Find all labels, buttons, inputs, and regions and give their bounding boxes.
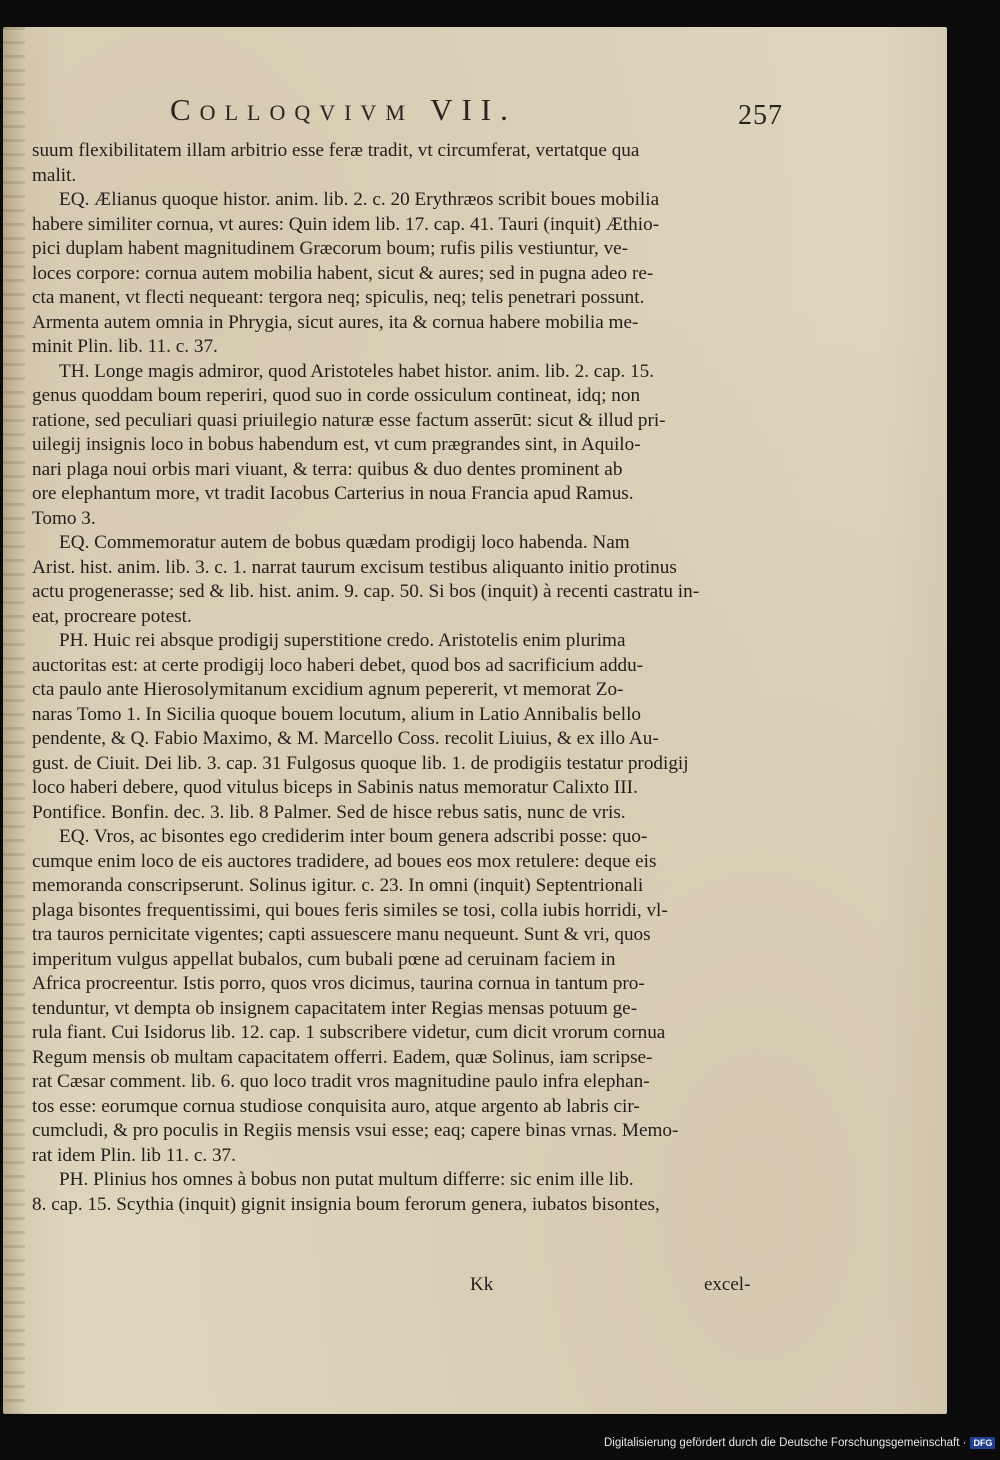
footer-text: Digitalisierung gefördert durch die Deutsche Forschungsgemeinschaft ·	[604, 1437, 967, 1449]
signature-mark: Kk	[470, 1274, 494, 1295]
text-line: Arist. hist. anim. lib. 3. c. 1. narrat taurum excisum testibus aliquanto initio protinus	[32, 556, 677, 578]
text-line: cumcludi, & pro poculis in Regiis mensis vsui esse; eaq; capere binas vrnas. Memo-	[32, 1120, 679, 1141]
text-line: pici duplam habent magnitudinem Græcorum boum; rufis pilis vestiuntur, ve-	[32, 238, 629, 259]
text-line: malit.	[32, 164, 77, 186]
text-line: cta manent, vt flecti nequeant: tergora neq; spiculis, neq; telis penetrari possunt.	[32, 287, 645, 308]
text-line: habere similiter cornua, vt aures: Quin idem lib. 17. cap. 41. Tauri (inquit) Æthio-	[32, 213, 660, 235]
page-gutter	[3, 27, 25, 1414]
text-line: 8. cap. 15. Scythia (inquit) gignit insignia boum ferorum genera, iubatos bisontes,	[32, 1193, 660, 1215]
text-line: Tomo 3.	[32, 507, 96, 529]
text-line: loco haberi debere, quod vitulus biceps in Sabinis natus memoratur Calixto III.	[32, 777, 638, 798]
text-line: TH. Longe magis admiror, quod Aristoteles habet histor. anim. lib. 2. cap. 15.	[59, 360, 655, 382]
text-line: ratione, sed peculiari quasi priuilegio naturæ esse factum asserūt: sicut & illud pri-	[32, 409, 666, 431]
text-line: suum flexibilitatem illam arbitrio esse feræ tradit, vt circumferat, vertatque qua	[32, 140, 640, 161]
text-line: eat, procreare potest.	[32, 605, 192, 627]
text-line: naras Tomo 1. In Sicilia quoque bouem locutum, alium in Latio Annibalis bello	[32, 703, 642, 725]
text-line: rat idem Plin. lib 11. c. 37.	[32, 1144, 236, 1166]
text-line: loces corpore: cornua autem mobilia habent, sicut & aures; sed in pugna adeo re-	[32, 262, 654, 284]
catchword: excel-	[704, 1274, 751, 1295]
text-line: PH. Plinius hos omnes à bobus non putat multum differre: sic enim ille lib.	[59, 1169, 634, 1190]
text-line: actu progenerasse; sed & lib. hist. anim. 9. cap. 50. Si bos (inquit) à recenti castratu in-	[32, 581, 700, 602]
text-line: plaga bisontes frequentissimi, qui boues feris similes se tosi, colla iubis horridi, vl-	[32, 899, 668, 921]
text-line: cta paulo ante Hierosolymitanum excidium agnum pepererit, vt memorat Zo-	[32, 679, 624, 700]
text-line: Regum mensis ob multam capacitatem offerri. Eadem, quæ Solinus, iam scripse-	[32, 1046, 653, 1068]
text-line: rula fiant. Cui Isidorus lib. 12. cap. 1 subscribere videtur, cum dicit vrorum cornua	[32, 1022, 666, 1043]
text-line: EQ. Commemoratur autem de bobus quædam prodigij loco habenda. Nam	[59, 532, 630, 553]
text-line: ore elephantum more, vt tradit Iacobus Carterius in noua Francia apud Ramus.	[32, 483, 634, 504]
text-line: Armenta autem omnia in Phrygia, sicut aures, ita & cornua habere mobilia me-	[32, 311, 639, 333]
text-line: genus quoddam boum reperiri, quod suo in corde ossiculum contineat, idq; non	[32, 385, 641, 406]
text-line: nari plaga noui orbis mari viuant, & terra: quibus & duo dentes prominent ab	[32, 458, 623, 480]
digitization-footer	[604, 1437, 995, 1449]
text-line: imperitum vulgus appellat bubalos, cum bubali pœne ad ceruinam faciem in	[32, 948, 616, 970]
text-line: minit Plin. lib. 11. c. 37.	[32, 336, 218, 357]
text-line: PH. Huic rei absque prodigij superstitione credo. Aristotelis enim plurima	[59, 630, 626, 651]
text-line: pendente, & Q. Fabio Maximo, & M. Marcello Coss. recolit Liuius, & ex illo Au-	[32, 728, 659, 749]
text-line: Africa procreentur. Istis porro, quos vros dicimus, taurina cornua in tantum pro-	[32, 973, 645, 994]
page-number: 257	[738, 100, 783, 131]
text-line: Pontifice. Bonfin. dec. 3. lib. 8 Palmer. Sed de hisce rebus satis, nunc de vris.	[32, 801, 626, 823]
text-line: EQ. Vros, ac bisontes ego crediderim inter boum genera adscribi posse: quo-	[59, 826, 648, 847]
body-text	[32, 139, 767, 1217]
text-line: cumque enim loco de eis auctores tradidere, ad boues eos mox retulere: deque eis	[32, 850, 657, 872]
text-line: gust. de Ciuit. Dei lib. 3. cap. 31 Fulgosus quoque lib. 1. de prodigiis testatur prodigij	[32, 752, 689, 774]
running-head: Colloqvivm VII.	[170, 92, 517, 127]
text-line: tra tauros pernicitate vigentes; capti assuescere manu nequeunt. Sunt & vri, quos	[32, 924, 651, 945]
text-line: uilegij insignis loco in bobus habendum est, vt cum prægrandes sint, in Aquilo-	[32, 434, 641, 455]
text-line: rat Cæsar comment. lib. 6. quo loco tradit vros magnitudine paulo infra elephan-	[32, 1071, 650, 1092]
text-line: auctoritas est: at certe prodigij loco haberi debet, quod bos ad sacrificium addu-	[32, 654, 644, 676]
text-line: memoranda conscripserunt. Solinus igitur. c. 23. In omni (inquit) Septentrionali	[32, 875, 644, 896]
text-line: tos esse: eorumque cornua studiose conquisita auro, atque argento ab labris cir-	[32, 1095, 640, 1117]
text-line: tenduntur, vt dempta ob insignem capacitatem inter Regias mensas potuum ge-	[32, 997, 638, 1019]
dfg-logo-icon: DFG	[970, 1437, 995, 1449]
text-line: EQ. Ælianus quoque histor. anim. lib. 2. c. 20 Erythræos scribit boues mobilia	[59, 189, 660, 210]
